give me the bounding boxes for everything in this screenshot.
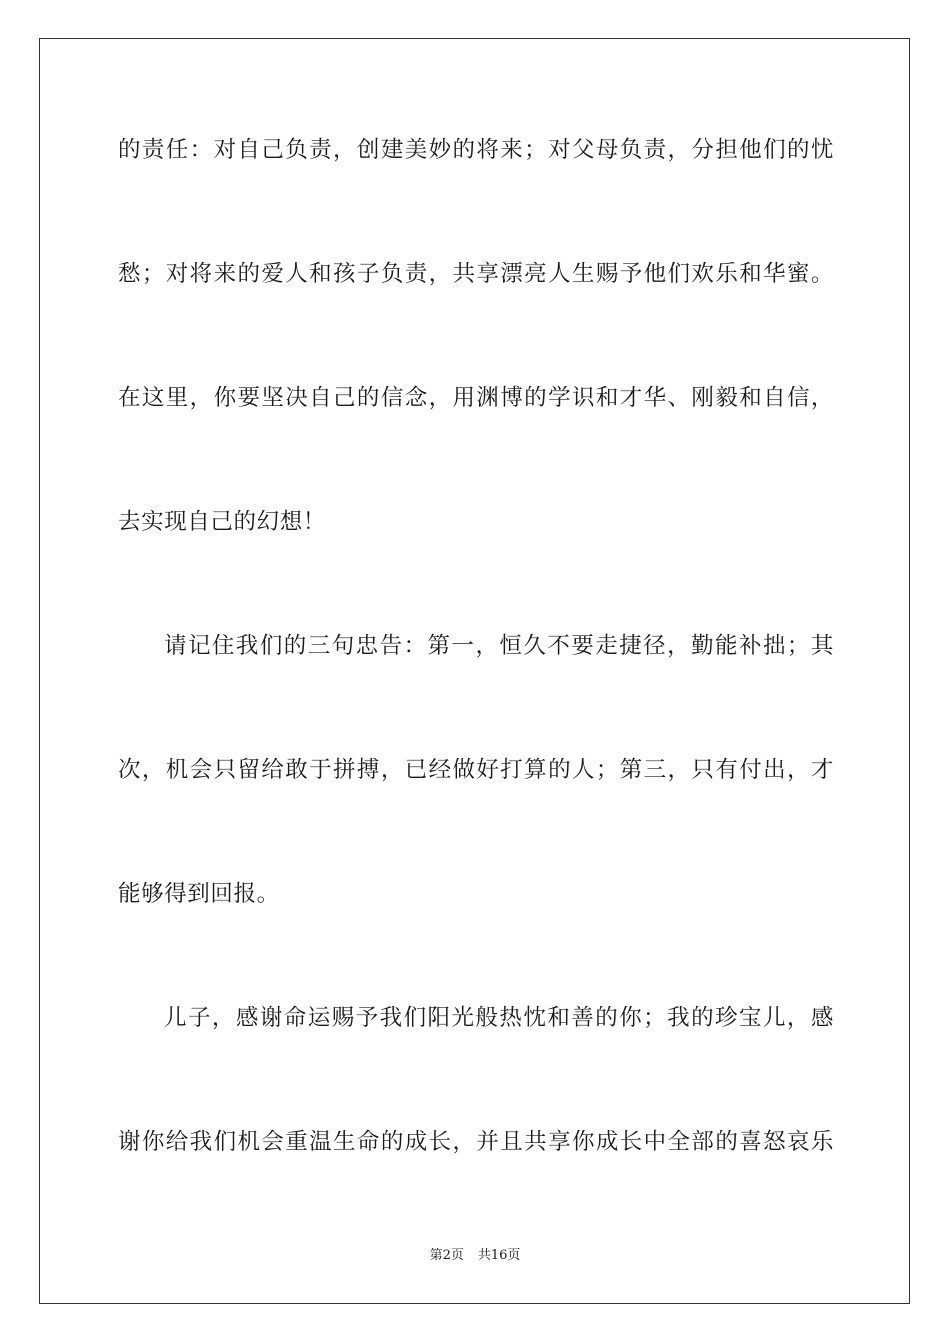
paragraph-line: 能够得到回报。	[118, 881, 280, 907]
page-footer	[0, 1247, 950, 1265]
paragraph-line: 在这里，你要坚决自己的信念，用渊博的学识和才华、刚毅和自信，	[118, 385, 834, 411]
paragraph-line: 谢你给我们机会重温生命的成长，并且共享你成长中全部的喜怒哀乐	[118, 1129, 834, 1155]
paragraph-line: 次，机会只留给敢于拼搏，已经做好打算的人；第三，只有付出，才	[118, 757, 834, 783]
paragraph-line: 的责任：对自己负责，创建美妙的将来；对父母负责，分担他们的忧	[118, 137, 834, 163]
paragraph-line: 儿子，感谢命运赐予我们阳光般热忱和善的你；我的珍宝儿，感	[164, 1005, 834, 1031]
page-border	[39, 38, 910, 1304]
paragraph-line: 去实现自己的幻想！	[118, 509, 326, 535]
page-number: 第2页	[429, 1248, 464, 1263]
page-total: 共16页	[477, 1248, 521, 1263]
paragraph-line: 请记住我们的三句忠告：第一，恒久不要走捷径，勤能补拙；其	[164, 633, 834, 659]
paragraph-line: 愁；对将来的爱人和孩子负责，共享漂亮人生赐予他们欢乐和华蜜。	[118, 261, 834, 287]
